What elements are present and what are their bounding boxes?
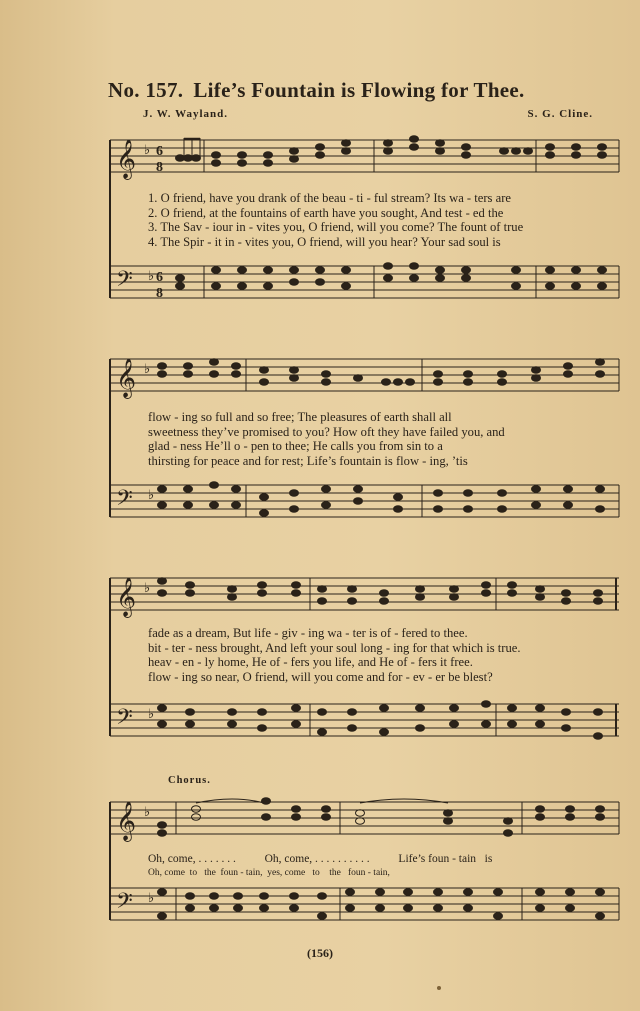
svg-text:𝄞: 𝄞 [116,577,137,617]
lyric-line: glad - ness He’ll o - pen to thee; He calls you from sin to a [148,439,443,453]
chorus-label: Chorus. [168,775,211,786]
lyric-line: sweetness they’ve promised to you? How oft they have failed you, and [148,424,505,439]
svg-text:𝄞: 𝄞 [116,358,137,398]
lyric-line: 3. The Sav - iour in - vites you, O friend, will you come? The fount of true [148,220,524,234]
verse-lyrics-system-3 [148,626,623,684]
lyric-line: flow - ing so near, O friend, will you come and for - ev - er be blest? [148,669,493,684]
chorus-lyric-main: Oh, come, . . . . . . . Oh, come, . . . . . . . . . . Life’s foun - tain is [148,853,493,865]
lyric-line: heav - en - ly home, He of - fers you life, and He of - fers it free. [148,655,473,669]
svg-text:8: 8 [156,286,163,301]
svg-text:♭: ♭ [148,890,155,905]
lyric-line: bit - ter - ness brought, And left your soul long - ing for that which is true. [148,640,521,655]
hymn-title: Life’s Fountain is Flowing for Thee. [193,78,525,102]
svg-text:♭: ♭ [144,142,151,157]
lyric-line: 2. O friend, at the fountains of earth have you sought, And test - ed the [148,205,504,220]
svg-text:6: 6 [156,270,163,285]
page-number: (156) [307,946,333,960]
hymn-credits [143,108,593,120]
lyric-line: thirsting for peace and for rest; Life’s fountain is flow - ing, ’tis [148,453,468,468]
svg-text:6: 6 [156,144,163,159]
hymn-author: J. W. Wayland. [143,108,229,120]
chorus-lyric-bass: Oh, come to the foun - tain, yes, come to the foun - tain, [148,868,390,878]
svg-text:𝄢: 𝄢 [116,705,133,735]
lyric-line: fade as a dream, But life - giv - ing wa - ter is of - fered to thee. [148,626,468,640]
svg-text:𝄞: 𝄞 [116,801,137,841]
svg-text:♭: ♭ [148,268,155,283]
svg-text:♭: ♭ [148,487,155,502]
lyric-line: 4. The Spir - it in - vites you, O friend, will you hear? Your sad soul is [148,234,501,249]
lyric-line: flow - ing so full and so free; The pleasures of earth shall all [148,410,452,424]
hymn-title-row [108,78,608,103]
svg-text:♭: ♭ [144,361,151,376]
lyric-line: 1. O friend, have you drank of the beau - ti - ful stream? Its wa - ters are [148,191,511,205]
hymn-composer: S. G. Cline. [527,108,593,120]
verse-lyrics-system-2 [148,410,623,468]
svg-text:♭: ♭ [148,706,155,721]
svg-text:♭: ♭ [144,580,151,595]
svg-text:𝄢: 𝄢 [116,889,133,919]
paper-stain [437,986,441,990]
svg-text:8: 8 [156,160,163,175]
svg-text:𝄢: 𝄢 [116,486,133,516]
hymn-number: No. 157. [108,78,184,102]
svg-text:𝄢: 𝄢 [116,267,133,297]
svg-text:𝄞: 𝄞 [116,139,137,179]
svg-text:♭: ♭ [144,804,151,819]
verse-lyrics-system-1 [148,191,623,249]
